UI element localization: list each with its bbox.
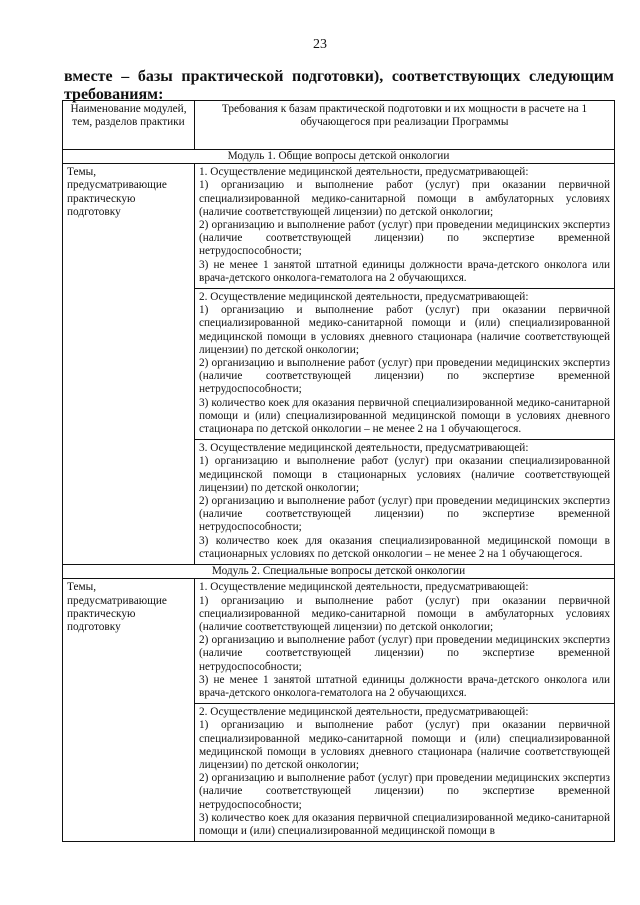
requirement-item: 3) количество коек для оказания первичной специализированной медико-санитарной помощи и (или) специализированной медицинской помощи в условиях дневного стационара по детской онкологии – не менее 2 на 1 обучающегося.: [199, 396, 610, 436]
intro-word: базы: [137, 68, 173, 85]
requirements-cell: [195, 579, 615, 842]
topic-cell: Темы, предусматривающие практическую подготовку: [63, 164, 195, 565]
requirement-item: 1) организацию и выполнение работ (услуг) при оказании первичной специализированной медико-санитарной помощи в амбулаторных условиях (наличие соответствующей лицензии) по детской онкологии;: [199, 179, 610, 218]
requirement-item: 2) организацию и выполнение работ (услуг) при проведении медицинских экспертиз (наличие соответствующей лицензии) по экспертизе временной нетрудоспособности;: [199, 495, 610, 534]
requirement-item: 3) не менее 1 занятой штатной единицы должности врача-детского онколога или врача-детского онколога-гематолога на 2 обучающихся.: [199, 673, 610, 699]
requirement-block: [195, 703, 614, 841]
module-row: [63, 565, 615, 579]
module-title: Модуль 1. Общие вопросы детской онкологии: [63, 150, 615, 164]
requirement-item: 3) не менее 1 занятой штатной единицы должности врача-детского онколога или врача-детского онколога-гематолога на 2 обучающихся.: [199, 258, 610, 284]
intro-word: соответствующих: [391, 68, 521, 85]
intro-paragraph: [64, 68, 614, 104]
requirement-item: 2) организацию и выполнение работ (услуг) при проведении медицинских экспертиз (наличие соответствующей лицензии) по экспертизе временной нетрудоспособности;: [199, 357, 610, 396]
requirements-cell: [195, 164, 615, 565]
intro-word: подготовки),: [292, 68, 384, 85]
requirement-item: 1) организацию и выполнение работ (услуг) при оказании первичной специализированной медико-санитарной помощи и (или) специализированной медицинской помощи в условиях дневного стационара (наличие соответствующей лицензии) по детской онкологии;: [199, 719, 610, 771]
requirement-block-title: 1. Осуществление медицинской деятельности, предусматривающей:: [199, 581, 529, 594]
requirement-block-title: 2. Осуществление медицинской деятельности, предусматривающей:: [199, 291, 529, 304]
intro-line-2: требованиям:: [64, 86, 164, 103]
header-col-modules: Наименование модулей, тем, разделов практики: [63, 101, 195, 150]
topic-cell: Темы, предусматривающие практическую подготовку: [63, 579, 195, 842]
intro-word: следующим: [529, 68, 614, 85]
header-col-requirements: Требования к базам практической подготовки и их мощности в расчете на 1 обучающегося при реализации Программы: [195, 101, 615, 150]
requirement-block-title: 2. Осуществление медицинской деятельности, предусматривающей:: [199, 706, 529, 719]
table-row: [63, 164, 615, 565]
requirement-block: [195, 439, 614, 564]
requirement-item: 1) организацию и выполнение работ (услуг) при оказании первичной специализированной медико-санитарной помощи и (или) специализированной медицинской помощи в условиях дневного стационара (наличие соответствующей лицензии) по детской онкологии;: [199, 304, 610, 356]
requirement-block: [195, 579, 614, 703]
page-number: 23: [313, 37, 327, 52]
intro-word: вместе: [64, 68, 113, 85]
table-row: [63, 579, 615, 842]
requirement-block: [195, 288, 614, 439]
requirement-item: 2) организацию и выполнение работ (услуг) при проведении медицинских экспертиз (наличие соответствующей лицензии) по экспертизе временной нетрудоспособности;: [199, 634, 610, 673]
module-row: [63, 150, 615, 164]
intro-word: практической: [181, 68, 284, 85]
requirement-item: 2) организацию и выполнение работ (услуг) при проведении медицинских экспертиз (наличие соответствующей лицензии) по экспертизе временной нетрудоспособности;: [199, 772, 610, 811]
requirement-item: 3) количество коек для оказания специализированной медицинской помощи в стационарных условиях по детской онкологии – не менее 2 на 1 обучающегося.: [199, 534, 610, 560]
requirement-block-title: 3. Осуществление медицинской деятельности, предусматривающей:: [199, 442, 529, 455]
requirement-item: 1) организацию и выполнение работ (услуг) при оказании первичной специализированной медико-санитарной помощи в амбулаторных условиях (наличие соответствующей лицензии) по детской онкологии;: [199, 594, 610, 633]
requirement-item: 1) организацию и выполнение работ (услуг) при оказании специализированной медицинской помощи в стационарных условиях (наличие соответствующей лицензии) по детской онкологии;: [199, 455, 610, 494]
table-body: [63, 150, 615, 842]
requirement-item: 3) количество коек для оказания первичной специализированной медико-санитарной помощи и (или) специализированной медицинской помощи в: [199, 811, 610, 837]
requirement-item: 2) организацию и выполнение работ (услуг) при проведении медицинских экспертиз (наличие соответствующей лицензии) по экспертизе временной нетрудоспособности;: [199, 219, 610, 258]
requirement-block: [195, 164, 614, 288]
intro-word: –: [121, 68, 130, 85]
intro-line-1: [64, 68, 614, 86]
table-header-row: [63, 101, 615, 150]
module-title: Модуль 2. Специальные вопросы детской онкологии: [63, 565, 615, 579]
requirement-block-title: 1. Осуществление медицинской деятельности, предусматривающей:: [199, 166, 529, 179]
requirements-table: [62, 100, 615, 842]
